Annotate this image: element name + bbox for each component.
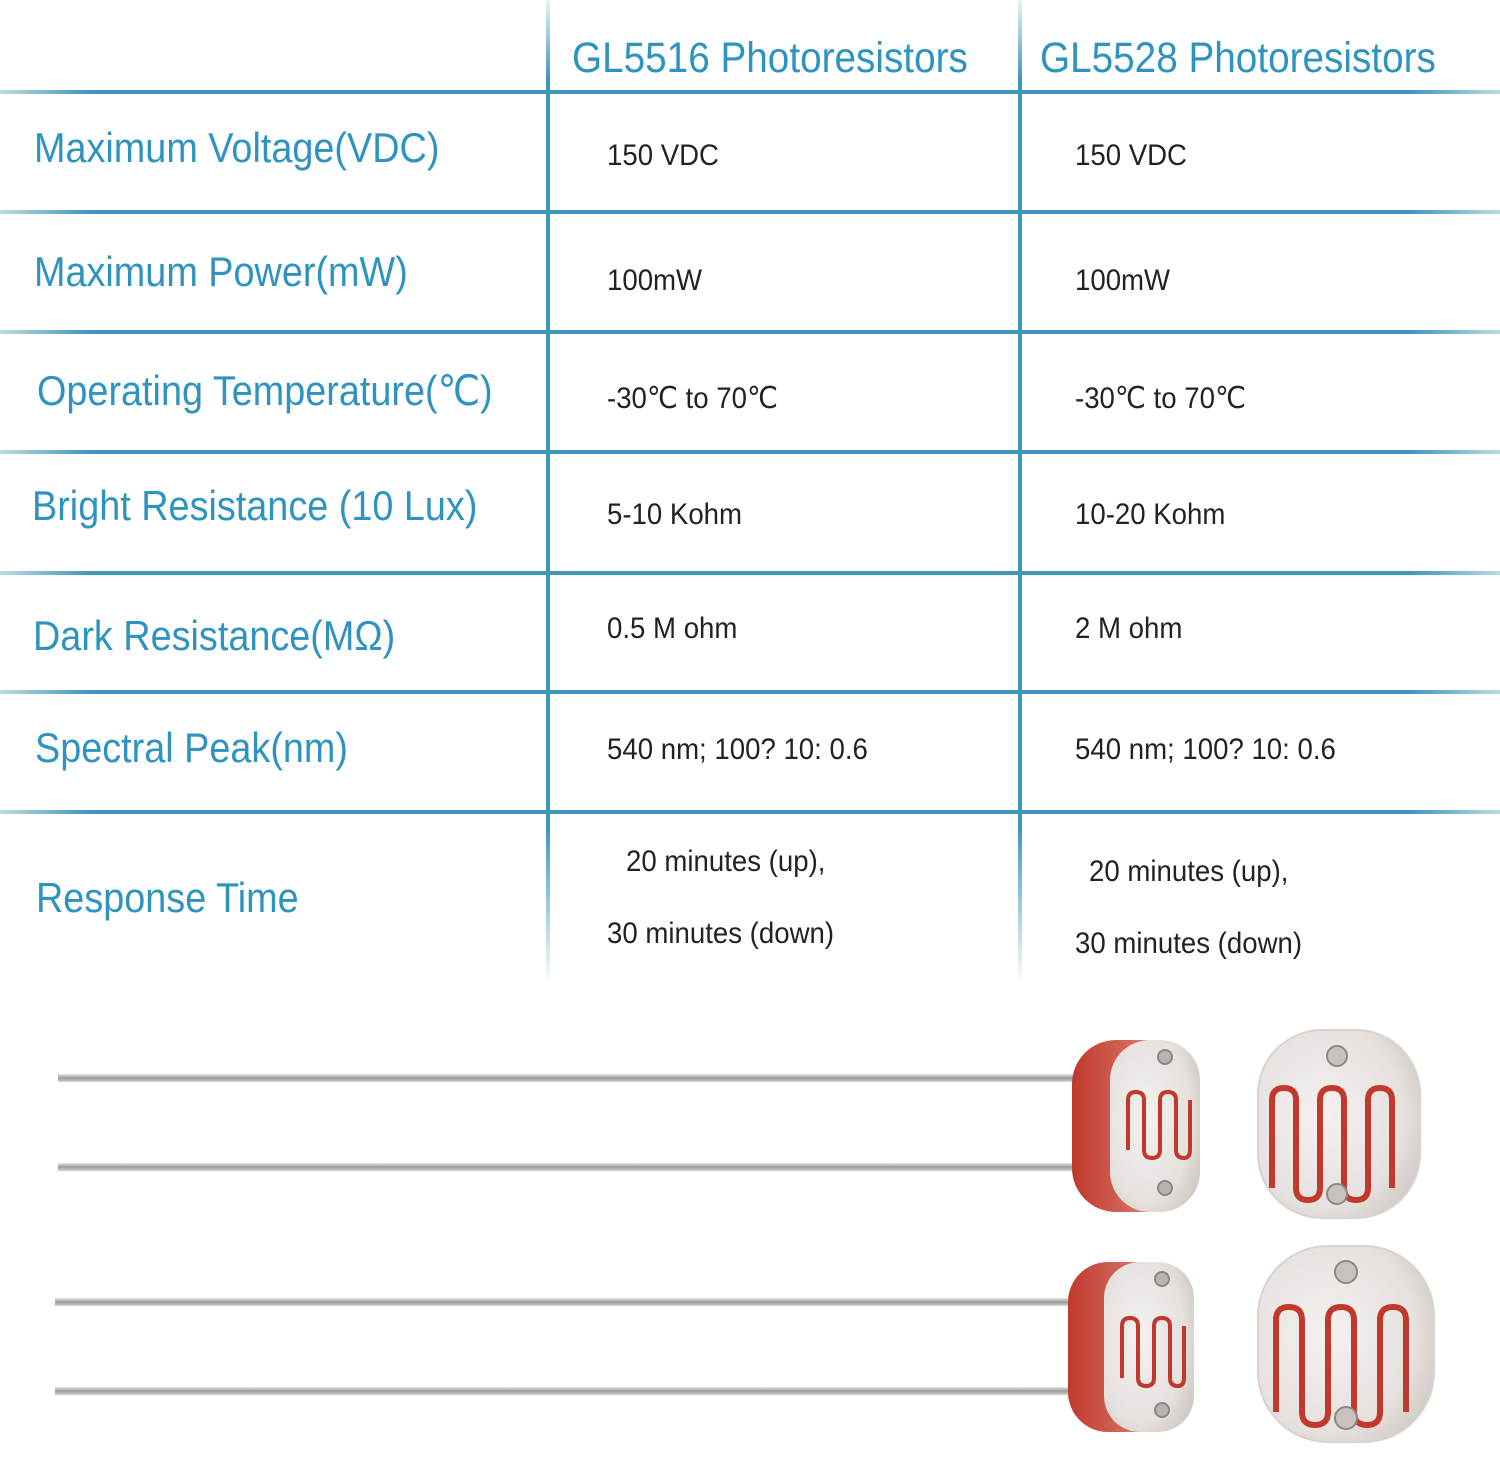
table-divider: [0, 210, 1500, 214]
lead-wire: [58, 1074, 1088, 1082]
photoresistor-side-top: [1072, 1040, 1200, 1212]
cell-gl5516-dark-resistance: 0.5 M ohm: [607, 612, 738, 645]
row-label-max-voltage: Maximum Voltage(VDC): [34, 124, 440, 171]
column-divider: [546, 0, 550, 985]
cell-gl5528-response-time-up: 20 minutes (up),: [1089, 855, 1289, 888]
cell-gl5516-spectral-peak: 540 nm; 100? 10: 0.6: [607, 733, 868, 766]
column-divider: [1018, 0, 1022, 985]
cell-gl5528-operating-temperature: -30℃ to 70℃: [1075, 382, 1246, 415]
photoresistor-photo: [0, 1000, 1500, 1459]
lead-wire: [55, 1387, 1085, 1395]
row-label-max-power: Maximum Power(mW): [34, 248, 408, 295]
row-label-spectral-peak: Spectral Peak(nm): [35, 724, 349, 771]
table-divider: [0, 90, 1500, 94]
cell-gl5528-max-power: 100mW: [1075, 264, 1171, 297]
row-label-operating-temperature: Operating Temperature(℃): [37, 367, 493, 414]
photoresistor-side-bottom: [1068, 1262, 1194, 1432]
row-label-dark-resistance: Dark Resistance(MΩ): [33, 612, 396, 659]
table-divider: [0, 450, 1500, 454]
table-divider: [0, 690, 1500, 694]
row-label-bright-resistance: Bright Resistance (10 Lux): [32, 482, 478, 529]
cell-gl5516-max-power: 100mW: [607, 264, 703, 297]
row-label-response-time: Response Time: [36, 874, 299, 921]
cell-gl5516-response-time-down: 30 minutes (down): [607, 917, 835, 950]
photoresistor-front-top: [1258, 1030, 1420, 1218]
table-divider: [0, 571, 1500, 575]
table-divider: [0, 810, 1500, 814]
lead-wire: [55, 1298, 1085, 1306]
cell-gl5528-spectral-peak: 540 nm; 100? 10: 0.6: [1075, 733, 1336, 766]
cell-gl5528-response-time-down: 30 minutes (down): [1075, 927, 1303, 960]
cell-gl5516-max-voltage: 150 VDC: [607, 139, 719, 172]
cell-gl5528-max-voltage: 150 VDC: [1075, 139, 1187, 172]
cell-gl5516-operating-temperature: -30℃ to 70℃: [607, 382, 778, 415]
cell-gl5516-bright-resistance: 5-10 Kohm: [607, 498, 743, 531]
cell-gl5516-response-time-up: 20 minutes (up),: [626, 845, 826, 878]
column-header-gl5528: GL5528 Photoresistors: [1040, 34, 1436, 82]
photoresistor-front-bottom: [1258, 1246, 1434, 1442]
cell-gl5528-dark-resistance: 2 M ohm: [1075, 612, 1183, 645]
table-divider: [0, 330, 1500, 334]
column-header-gl5516: GL5516 Photoresistors: [572, 34, 968, 82]
cell-gl5528-bright-resistance: 10-20 Kohm: [1075, 498, 1226, 531]
lead-wire: [58, 1163, 1088, 1171]
